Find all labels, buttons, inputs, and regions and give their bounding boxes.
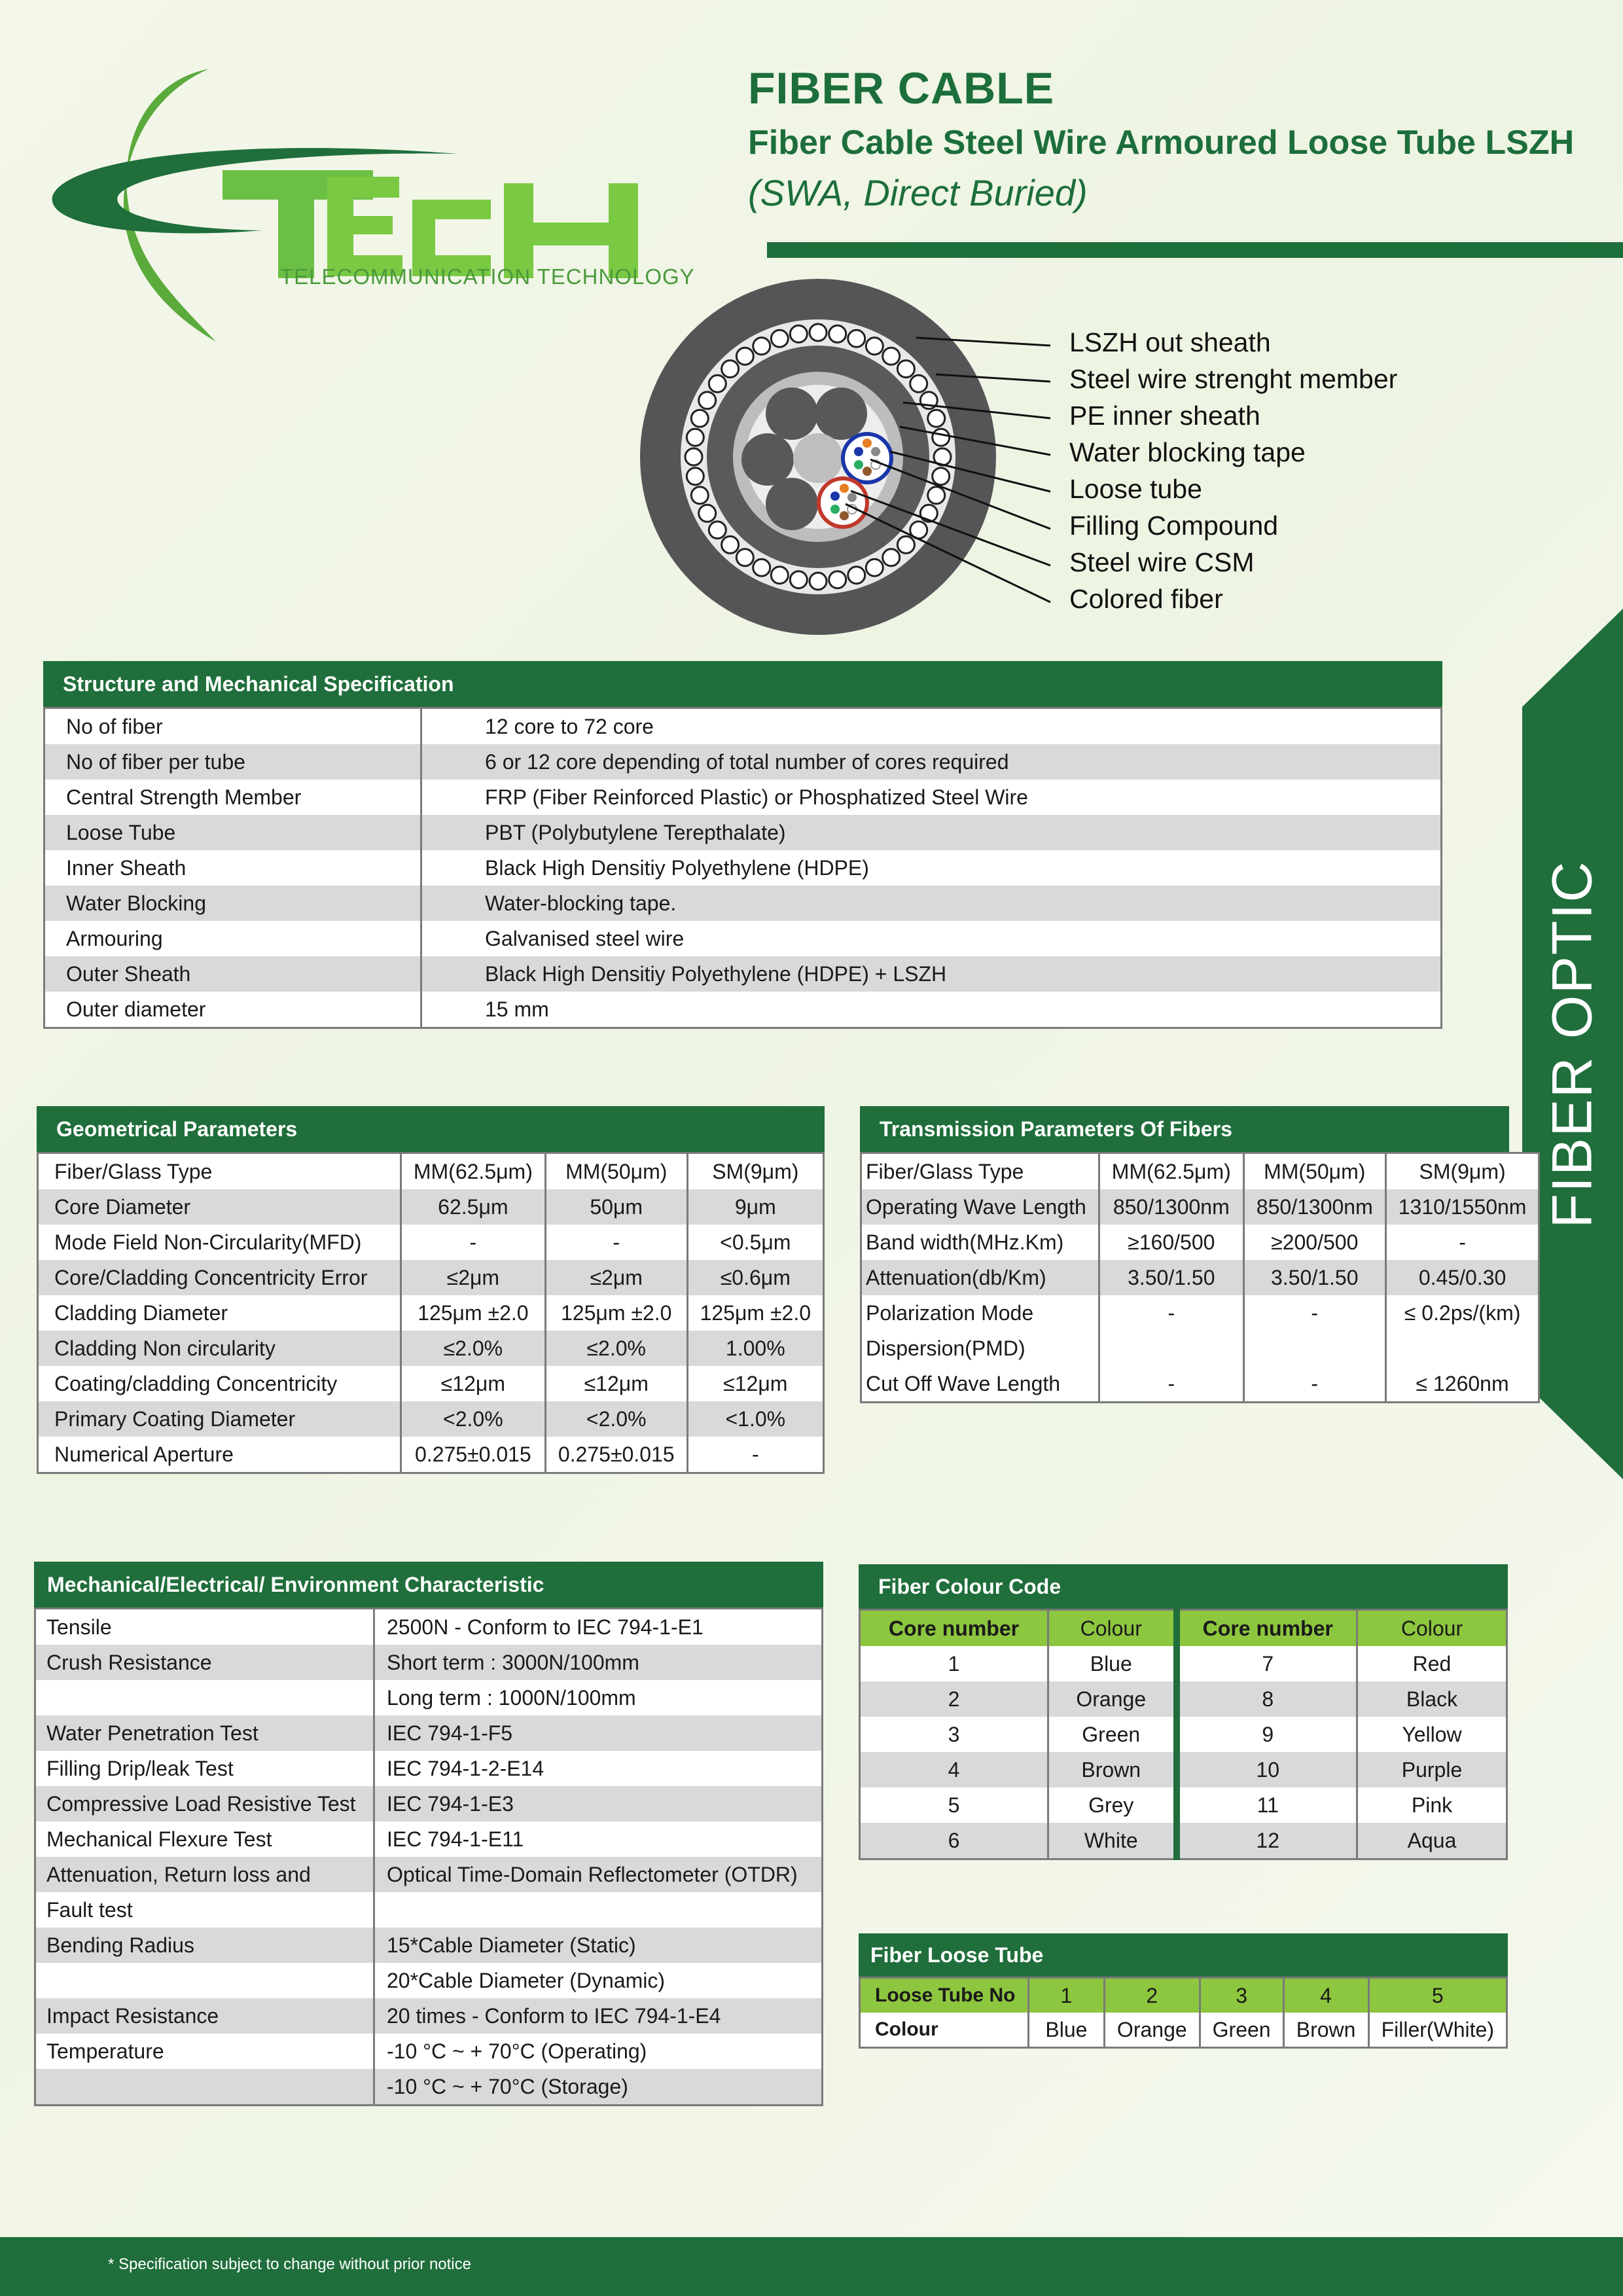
table-row xyxy=(45,886,1442,921)
trans-sm9-value: - xyxy=(1385,1225,1539,1260)
core-number: 11 xyxy=(1177,1787,1357,1823)
page-title: FIBER CABLE xyxy=(748,63,1055,113)
structure-value: 12 core to 72 core xyxy=(421,708,1442,745)
mech-param-value: 20*Cable Diameter (Dynamic) xyxy=(374,1963,823,1998)
armour-wire xyxy=(699,505,716,522)
table-row xyxy=(45,850,1442,886)
geo-mm625-value: - xyxy=(401,1225,545,1260)
geo-sm9-value: ≤0.6μm xyxy=(687,1260,823,1295)
trans-param-label: Polarization Mode xyxy=(861,1295,1099,1331)
armour-wire xyxy=(790,325,807,342)
mech-param-value: IEC 794-1-F5 xyxy=(374,1715,823,1751)
table-row xyxy=(35,1786,823,1821)
geo-param-label: Coating/cladding Concentricity xyxy=(38,1366,401,1401)
mech-param-label: Crush Resistance xyxy=(35,1645,374,1680)
logo-letters xyxy=(223,170,638,278)
loose-tube-number: 2 xyxy=(1104,1978,1200,2013)
mech-param-value: 2500N - Conform to IEC 794-1-E1 xyxy=(374,1609,823,1645)
table-row xyxy=(861,1366,1539,1403)
core-number: 9 xyxy=(1177,1717,1357,1752)
geo-mm625-value: ≤12μm xyxy=(401,1366,545,1401)
structure-value: Water-blocking tape. xyxy=(421,886,1442,921)
structure-value: Black High Densitiy Polyethylene (HDPE) + LSZH xyxy=(421,956,1442,992)
loose-tube-colour: Orange xyxy=(1104,2013,1200,2048)
table-row xyxy=(35,2069,823,2106)
table-row xyxy=(45,815,1442,850)
loose-tube-colour: Blue xyxy=(1028,2013,1104,2048)
armour-wire xyxy=(753,559,770,576)
core-number: 3 xyxy=(860,1717,1048,1752)
logo-swoosh-arc xyxy=(124,69,216,342)
trans-mm50-value: 850/1300nm xyxy=(1243,1189,1385,1225)
trans-mm50-value: - xyxy=(1243,1295,1385,1331)
armour-wire xyxy=(736,348,753,365)
table-row xyxy=(35,1892,823,1928)
mech-param-label: Tensile xyxy=(35,1609,374,1645)
trans-sm9-value: ≤ 0.2ps/(km) xyxy=(1385,1295,1539,1331)
table-row xyxy=(860,1717,1507,1752)
colour-header: Colour xyxy=(1357,1610,1507,1647)
mech-param-label xyxy=(35,1680,374,1715)
structure-title: Structure and Mechanical Specification xyxy=(63,672,454,696)
colour-code-title: Fiber Colour Code xyxy=(878,1574,1061,1598)
mech-param-value: -10 °C ~ + 70°C (Storage) xyxy=(374,2069,823,2106)
trans-param-label: Fiber/Glass Type xyxy=(861,1153,1099,1190)
table-row xyxy=(860,1752,1507,1787)
geometrical-table xyxy=(37,1152,825,1474)
core-colour: Brown xyxy=(1048,1752,1177,1787)
armour-wire xyxy=(771,567,788,584)
geometrical-title: Geometrical Parameters xyxy=(56,1117,298,1141)
geo-param-label: Mode Field Non-Circularity(MFD) xyxy=(38,1225,401,1260)
core-number: 2 xyxy=(860,1681,1048,1717)
armour-wire xyxy=(722,536,739,553)
core-colour: Aqua xyxy=(1357,1823,1507,1859)
armour-wire xyxy=(848,330,865,347)
trans-sm9-value xyxy=(1385,1331,1539,1366)
core-colour: Orange xyxy=(1048,1681,1177,1717)
trans-sm9-value: 1310/1550nm xyxy=(1385,1189,1539,1225)
trans-mm625-value: MM(62.5μm) xyxy=(1099,1153,1243,1190)
table-row xyxy=(45,992,1442,1028)
armour-wire xyxy=(687,468,704,485)
trans-mm50-value: ≥200/500 xyxy=(1243,1225,1385,1260)
mech-param-value: IEC 794-1-E3 xyxy=(374,1786,823,1821)
mech-param-label: Fault test xyxy=(35,1892,374,1928)
filler-rod xyxy=(766,478,818,530)
armour-wire xyxy=(753,338,770,355)
table-row xyxy=(38,1260,824,1295)
mech-param-label xyxy=(35,2069,374,2106)
table-row xyxy=(38,1295,824,1331)
page-subtitle: Fiber Cable Steel Wire Armoured Loose Tube LSZH xyxy=(748,124,1575,162)
armour-wire xyxy=(771,330,788,347)
structure-value: FRP (Fiber Reinforced Plastic) or Phosphatized Steel Wire xyxy=(421,780,1442,815)
callout-colored-fiber: Colored fiber xyxy=(1069,584,1223,614)
structure-value: 6 or 12 core depending of total number of cores required xyxy=(421,744,1442,780)
cable-cross-section xyxy=(628,275,1073,641)
armour-wire xyxy=(709,522,726,539)
table-row xyxy=(861,1331,1539,1366)
trans-mm625-value: ≥160/500 xyxy=(1099,1225,1243,1260)
table-row xyxy=(38,1225,824,1260)
table-row xyxy=(861,1225,1539,1260)
core-number: 1 xyxy=(860,1646,1048,1681)
table-row xyxy=(38,1331,824,1366)
geo-mm50-value: 0.275±0.015 xyxy=(545,1437,687,1473)
table-row xyxy=(35,1998,823,2034)
core-number: 12 xyxy=(1177,1823,1357,1859)
structure-header xyxy=(43,661,1442,707)
trans-param-label: Dispersion(PMD) xyxy=(861,1331,1099,1366)
trans-sm9-value: 0.45/0.30 xyxy=(1385,1260,1539,1295)
core-number: 4 xyxy=(860,1752,1048,1787)
mech-param-value: 20 times - Conform to IEC 794-1-E4 xyxy=(374,1998,823,2034)
mech-param-value: -10 °C ~ + 70°C (Operating) xyxy=(374,2034,823,2069)
table-row xyxy=(38,1189,824,1225)
table-row xyxy=(860,1681,1507,1717)
callout-water-blocking: Water blocking tape xyxy=(1069,437,1306,467)
table-row xyxy=(35,1645,823,1680)
structure-label: Inner Sheath xyxy=(45,850,421,886)
trans-mm50-value: - xyxy=(1243,1366,1385,1403)
mech-param-label: Impact Resistance xyxy=(35,1998,374,2034)
loose-tube-number: 1 xyxy=(1028,1978,1104,2013)
geo-mm50-value: MM(50μm) xyxy=(545,1153,687,1190)
mech-param-value xyxy=(374,1892,823,1928)
table-row xyxy=(860,1787,1507,1823)
footer-note: * Specification subject to change without prior notice xyxy=(108,2255,471,2273)
table-row xyxy=(35,1821,823,1857)
callout-csm: Steel wire CSM xyxy=(1069,547,1255,577)
core-colour: Green xyxy=(1048,1717,1177,1752)
table-row xyxy=(860,1646,1507,1681)
table-row xyxy=(35,1609,823,1645)
table-row xyxy=(38,1366,824,1401)
geo-sm9-value: <0.5μm xyxy=(687,1225,823,1260)
geo-mm50-value: - xyxy=(545,1225,687,1260)
table-row xyxy=(45,921,1442,956)
loose-tube-label: Colour xyxy=(860,2013,1029,2048)
armour-wire xyxy=(691,487,708,504)
structure-label: Water Blocking xyxy=(45,886,421,921)
structure-label: Outer diameter xyxy=(45,992,421,1028)
armour-wire xyxy=(829,571,846,588)
geo-sm9-value: ≤12μm xyxy=(687,1366,823,1401)
structure-value: Black High Densitiy Polyethylene (HDPE) xyxy=(421,850,1442,886)
loose-tube-colour: Green xyxy=(1200,2013,1283,2048)
table-row xyxy=(38,1437,824,1473)
transmission-header xyxy=(860,1106,1509,1152)
loose-tube-header xyxy=(859,1933,1508,1977)
geo-mm625-value: 125μm ±2.0 xyxy=(401,1295,545,1331)
loose-tube-number: 3 xyxy=(1200,1978,1283,2013)
core-number: 6 xyxy=(860,1823,1048,1859)
armour-wire xyxy=(897,536,914,553)
trans-mm50-value: 3.50/1.50 xyxy=(1243,1260,1385,1295)
table-row xyxy=(35,1715,823,1751)
callout-outer-sheath: LSZH out sheath xyxy=(1069,327,1271,357)
trans-sm9-value: ≤ 1260nm xyxy=(1385,1366,1539,1403)
filler-rod xyxy=(766,387,818,440)
colour-code-header xyxy=(859,1564,1508,1609)
trans-sm9-value: SM(9μm) xyxy=(1385,1153,1539,1190)
geo-mm50-value: ≤12μm xyxy=(545,1366,687,1401)
geometrical-header xyxy=(37,1106,825,1152)
geo-param-label: Primary Coating Diameter xyxy=(38,1401,401,1437)
armour-wire xyxy=(691,410,708,427)
loose-tube-number: 5 xyxy=(1368,1978,1507,2013)
table-row xyxy=(35,1751,823,1786)
geo-param-label: Cladding Non circularity xyxy=(38,1331,401,1366)
trans-mm625-value xyxy=(1099,1331,1243,1366)
armour-wire xyxy=(709,375,726,392)
table-row xyxy=(45,708,1442,745)
structure-value: Galvanised steel wire xyxy=(421,921,1442,956)
mech-param-label: Mechanical Flexure Test xyxy=(35,1821,374,1857)
table-row xyxy=(45,744,1442,780)
trans-mm625-value: - xyxy=(1099,1295,1243,1331)
geo-mm50-value: 125μm ±2.0 xyxy=(545,1295,687,1331)
armour-wire xyxy=(928,487,945,504)
geo-mm625-value: ≤2μm xyxy=(401,1260,545,1295)
structure-value: PBT (Polybutylene Terepthalate) xyxy=(421,815,1442,850)
mech-param-label: Filling Drip/leak Test xyxy=(35,1751,374,1786)
loose-tube-title: Fiber Loose Tube xyxy=(870,1943,1044,1967)
armour-wire xyxy=(933,429,950,446)
armour-wire xyxy=(866,338,883,355)
armour-wire xyxy=(810,324,827,341)
armour-wire xyxy=(883,348,900,365)
filler-rod xyxy=(815,387,867,440)
core-number-header: Core number xyxy=(860,1610,1048,1647)
geo-param-label: Cladding Diameter xyxy=(38,1295,401,1331)
mech-param-value: IEC 794-1-E11 xyxy=(374,1821,823,1857)
mech-param-value: Long term : 1000N/100mm xyxy=(374,1680,823,1715)
loose-tube-colour: Filler(White) xyxy=(1368,2013,1507,2048)
filler-rod xyxy=(741,433,794,486)
armour-wire xyxy=(848,567,865,584)
structure-label: No of fiber xyxy=(45,708,421,745)
trans-param-label: Attenuation(db/Km) xyxy=(861,1260,1099,1295)
transmission-title: Transmission Parameters Of Fibers xyxy=(880,1117,1232,1141)
table-row xyxy=(860,1978,1507,2013)
armour-wire xyxy=(897,361,914,378)
core-colour: Grey xyxy=(1048,1787,1177,1823)
trans-param-label: Cut Off Wave Length xyxy=(861,1366,1099,1403)
geo-mm625-value: ≤2.0% xyxy=(401,1331,545,1366)
mech-param-label: Attenuation, Return loss and xyxy=(35,1857,374,1892)
table-row xyxy=(38,1153,824,1190)
armour-wire xyxy=(866,559,883,576)
geo-param-label: Fiber/Glass Type xyxy=(38,1153,401,1190)
mech-param-value: Short term : 3000N/100mm xyxy=(374,1645,823,1680)
geo-param-label: Core/Cladding Concentricity Error xyxy=(38,1260,401,1295)
callout-filling: Filling Compound xyxy=(1069,511,1279,541)
armour-wire xyxy=(883,549,900,566)
callout-inner-sheath: PE inner sheath xyxy=(1069,401,1260,431)
core-number: 8 xyxy=(1177,1681,1357,1717)
armour-wire xyxy=(933,468,950,485)
colour-code-header-row xyxy=(860,1610,1507,1647)
trans-param-label: Operating Wave Length xyxy=(861,1189,1099,1225)
table-row xyxy=(860,1823,1507,1859)
armour-wire xyxy=(699,392,716,409)
mechanical-table xyxy=(34,1607,823,2106)
core-colour: Pink xyxy=(1357,1787,1507,1823)
loose-tube-colour: Brown xyxy=(1283,2013,1368,2048)
transmission-table xyxy=(860,1152,1540,1403)
callout-loose-tube: Loose tube xyxy=(1069,474,1202,504)
core-number-header: Core number xyxy=(1177,1610,1357,1647)
side-label-text: FIBER OPTIC xyxy=(1541,860,1604,1228)
geo-mm625-value: 0.275±0.015 xyxy=(401,1437,545,1473)
geo-mm50-value: <2.0% xyxy=(545,1401,687,1437)
table-row xyxy=(35,1680,823,1715)
structure-label: Central Strength Member xyxy=(45,780,421,815)
page-subtitle-variant: (SWA, Direct Buried) xyxy=(748,172,1088,213)
trans-mm50-value: MM(50μm) xyxy=(1243,1153,1385,1190)
core-colour: Yellow xyxy=(1357,1717,1507,1752)
core-colour: Blue xyxy=(1048,1646,1177,1681)
table-row xyxy=(35,1928,823,1963)
core-number: 5 xyxy=(860,1787,1048,1823)
table-row xyxy=(35,1963,823,1998)
callout-steel-wire: Steel wire strenght member xyxy=(1069,364,1398,394)
loose-tube-table xyxy=(859,1977,1508,2049)
trans-mm50-value xyxy=(1243,1331,1385,1366)
structure-value: 15 mm xyxy=(421,992,1442,1028)
trans-mm625-value: 3.50/1.50 xyxy=(1099,1260,1243,1295)
armour-wire xyxy=(687,429,704,446)
core-number: 7 xyxy=(1177,1646,1357,1681)
mech-param-value: IEC 794-1-2-E14 xyxy=(374,1751,823,1786)
mechanical-header xyxy=(34,1562,823,1607)
structure-table xyxy=(43,707,1442,1029)
geo-mm625-value: <2.0% xyxy=(401,1401,545,1437)
armour-wire xyxy=(722,361,739,378)
trans-mm625-value: - xyxy=(1099,1366,1243,1403)
mech-param-value: 15*Cable Diameter (Static) xyxy=(374,1928,823,1963)
colour-code-table xyxy=(859,1609,1508,1860)
structure-label: No of fiber per tube xyxy=(45,744,421,780)
table-row xyxy=(38,1401,824,1437)
armour-wire xyxy=(790,571,807,588)
armour-wire xyxy=(736,549,753,566)
core-colour: Purple xyxy=(1357,1752,1507,1787)
geo-mm50-value: 50μm xyxy=(545,1189,687,1225)
mechanical-title: Mechanical/Electrical/ Environment Characteristic xyxy=(47,1572,544,1596)
mech-param-value: Optical Time-Domain Reflectometer (OTDR) xyxy=(374,1857,823,1892)
geo-mm50-value: ≤2μm xyxy=(545,1260,687,1295)
geo-mm50-value: ≤2.0% xyxy=(545,1331,687,1366)
armour-wire xyxy=(810,573,827,590)
trans-param-label: Band width(MHz.Km) xyxy=(861,1225,1099,1260)
table-row xyxy=(861,1260,1539,1295)
armour-wire xyxy=(928,410,945,427)
geo-param-label: Numerical Aperture xyxy=(38,1437,401,1473)
geo-param-label: Core Diameter xyxy=(38,1189,401,1225)
table-row xyxy=(860,2013,1507,2048)
geo-sm9-value: - xyxy=(687,1437,823,1473)
armour-wire xyxy=(910,375,927,392)
mech-param-label: Bending Radius xyxy=(35,1928,374,1963)
mech-param-label: Water Penetration Test xyxy=(35,1715,374,1751)
geo-sm9-value: SM(9μm) xyxy=(687,1153,823,1190)
table-row xyxy=(35,1857,823,1892)
structure-label: Outer Sheath xyxy=(45,956,421,992)
header-rule xyxy=(767,242,1623,258)
table-row xyxy=(35,2034,823,2069)
mech-param-label: Temperature xyxy=(35,2034,374,2069)
core-colour: White xyxy=(1048,1823,1177,1859)
colour-header: Colour xyxy=(1048,1610,1177,1647)
company-logo xyxy=(46,59,674,353)
geo-sm9-value: 9μm xyxy=(687,1189,823,1225)
core-colour: Red xyxy=(1357,1646,1507,1681)
table-row xyxy=(861,1189,1539,1225)
geo-sm9-value: 1.00% xyxy=(687,1331,823,1366)
geo-sm9-value: <1.0% xyxy=(687,1401,823,1437)
mech-param-label xyxy=(35,1963,374,1998)
table-row xyxy=(45,780,1442,815)
core-colour: Black xyxy=(1357,1681,1507,1717)
armour-wire xyxy=(685,448,702,465)
structure-label: Armouring xyxy=(45,921,421,956)
logo-tagline: TELECOMMUNICATION TECHNOLOGY xyxy=(280,264,695,289)
table-row xyxy=(861,1153,1539,1190)
loose-tube-label: Loose Tube No xyxy=(860,1978,1029,2013)
central-strength-member xyxy=(793,433,843,483)
geo-mm625-value: MM(62.5μm) xyxy=(401,1153,545,1190)
table-row xyxy=(861,1295,1539,1331)
geo-sm9-value: 125μm ±2.0 xyxy=(687,1295,823,1331)
trans-mm625-value: 850/1300nm xyxy=(1099,1189,1243,1225)
structure-label: Loose Tube xyxy=(45,815,421,850)
table-row xyxy=(45,956,1442,992)
armour-wire xyxy=(829,325,846,342)
core-number: 10 xyxy=(1177,1752,1357,1787)
geo-mm625-value: 62.5μm xyxy=(401,1189,545,1225)
mech-param-label: Compressive Load Resistive Test xyxy=(35,1786,374,1821)
loose-tube-number: 4 xyxy=(1283,1978,1368,2013)
